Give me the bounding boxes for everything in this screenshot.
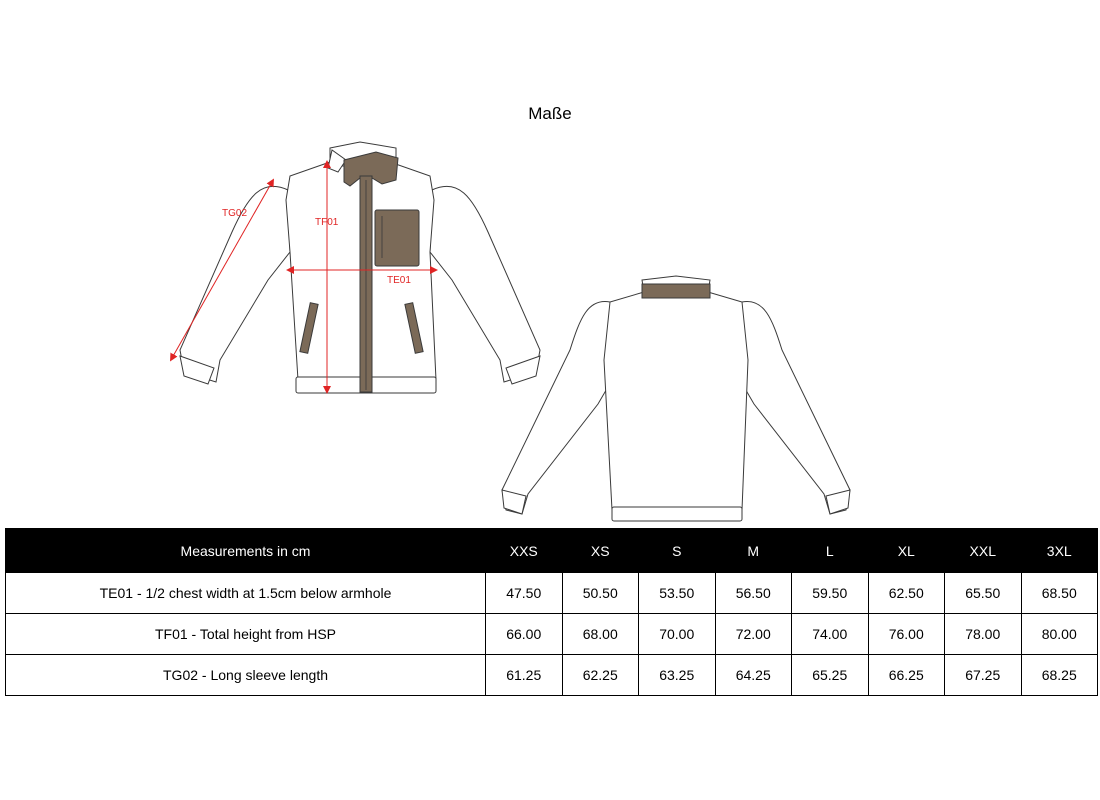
table-cell: 64.25 <box>715 655 792 696</box>
size-chart-table <box>5 528 1098 696</box>
table-cell: 61.25 <box>486 655 563 696</box>
back-body <box>604 292 748 510</box>
row-label: TG02 - Long sleeve length <box>6 655 486 696</box>
table-cell: 56.50 <box>715 573 792 614</box>
table-cell: 59.50 <box>792 573 869 614</box>
header-size-xl: XL <box>868 529 945 573</box>
row-label: TF01 - Total height from HSP <box>6 614 486 655</box>
height-measure-label: TF01 <box>315 217 339 228</box>
back-hem-band <box>612 507 742 521</box>
table-cell: 65.25 <box>792 655 869 696</box>
back-right-sleeve <box>740 301 850 514</box>
page-title: Maße <box>528 104 572 123</box>
table-cell: 50.50 <box>562 573 639 614</box>
header-measurements-label: Measurements in cm <box>6 529 486 573</box>
chest-measure-label: TE01 <box>387 275 411 286</box>
front-right-sleeve <box>430 186 540 382</box>
header-size-l: L <box>792 529 869 573</box>
table-cell: 47.50 <box>486 573 563 614</box>
back-collar-trim <box>642 284 710 298</box>
header-size-xxl: XXL <box>945 529 1022 573</box>
table-cell: 66.00 <box>486 614 563 655</box>
table-cell: 53.50 <box>639 573 716 614</box>
jacket-back-view <box>502 276 850 521</box>
header-size-m: M <box>715 529 792 573</box>
table-cell: 70.00 <box>639 614 716 655</box>
table-cell: 68.00 <box>562 614 639 655</box>
header-size-xs: XS <box>562 529 639 573</box>
header-size-xxs: XXS <box>486 529 563 573</box>
table-cell: 62.25 <box>562 655 639 696</box>
header-size-s: S <box>639 529 716 573</box>
table-cell: 66.25 <box>868 655 945 696</box>
table-cell: 80.00 <box>1021 614 1098 655</box>
table-cell: 74.00 <box>792 614 869 655</box>
table-cell: 68.25 <box>1021 655 1098 696</box>
table-cell: 72.00 <box>715 614 792 655</box>
table-row <box>6 614 1098 655</box>
table-cell: 78.00 <box>945 614 1022 655</box>
table-header-row <box>6 529 1098 573</box>
row-label: TE01 - 1/2 chest width at 1.5cm below armhole <box>6 573 486 614</box>
table-row <box>6 655 1098 696</box>
table-row <box>6 573 1098 614</box>
table-cell: 76.00 <box>868 614 945 655</box>
sleeve-measure-label: TG02 <box>222 208 248 219</box>
table-cell: 63.25 <box>639 655 716 696</box>
table-cell: 68.50 <box>1021 573 1098 614</box>
table-cell: 67.25 <box>945 655 1022 696</box>
table-cell: 62.50 <box>868 573 945 614</box>
header-size-3xl: 3XL <box>1021 529 1098 573</box>
table-cell: 65.50 <box>945 573 1022 614</box>
